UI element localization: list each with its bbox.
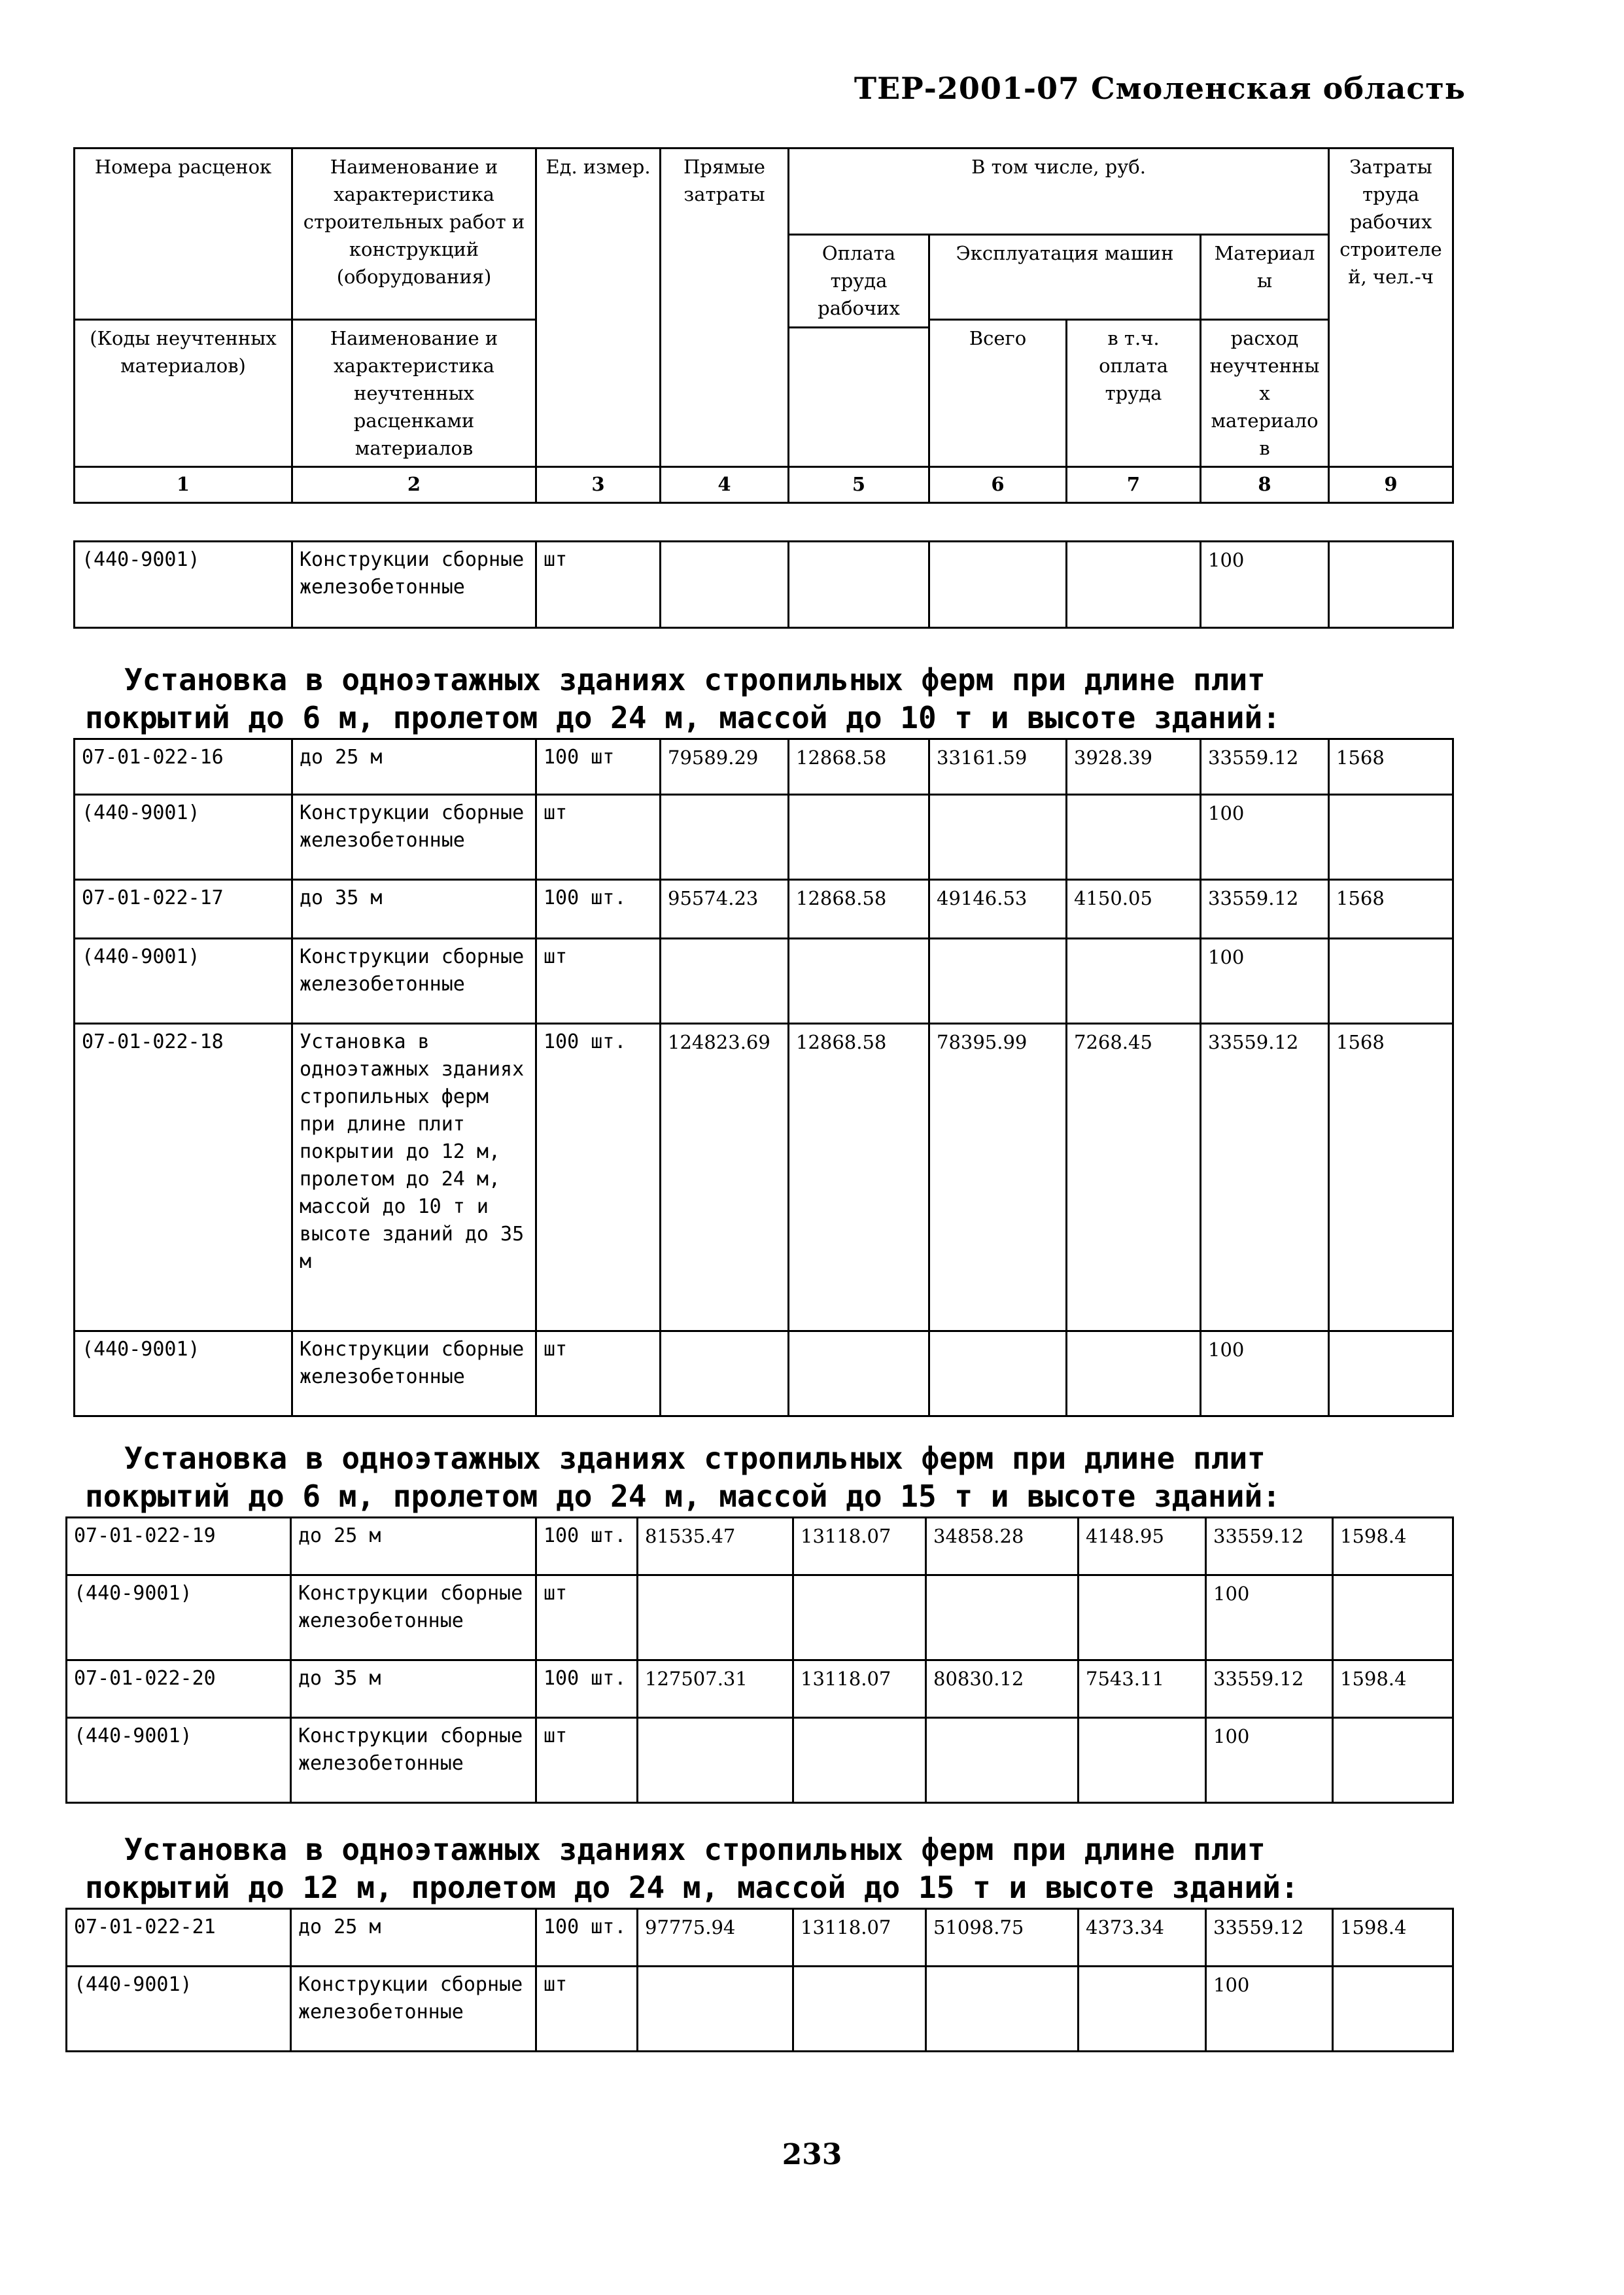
section-caption-2: Установка в одноэтажных зданиях стропильных ферм при длине плит покрытий до 6 м, пролетом до 24 м, массой до 15 т и высоте зданий:	[85, 1441, 1281, 1514]
row-c8: 33559.12	[1201, 739, 1329, 795]
table-row	[67, 1660, 1453, 1718]
row-c9: 1598.4	[1333, 1660, 1453, 1718]
row-unit: шт	[536, 1331, 661, 1416]
table-row	[75, 939, 1453, 1024]
row-name: Конструкции сборные железобетонные	[292, 795, 536, 880]
header-materials-consumption: расход неучтенных материалов	[1201, 320, 1329, 467]
section-table-2	[65, 1516, 1454, 1804]
row-c8: 33559.12	[1206, 1909, 1333, 1967]
row-unit: шт	[536, 1575, 638, 1660]
row-code: 07-01-022-18	[75, 1024, 292, 1331]
row-c7: 4150.05	[1067, 880, 1201, 939]
row-c9	[1329, 795, 1453, 880]
row-c5: 12868.58	[789, 1024, 929, 1331]
row-unit: шт	[536, 542, 661, 628]
row-c5: 13118.07	[793, 1518, 926, 1575]
row-code: (440-9001)	[75, 939, 292, 1024]
row-c6	[929, 795, 1067, 880]
header-unaccounted-codes: (Коды неучтенных материалов)	[75, 320, 292, 467]
row-name: Конструкции сборные железобетонные	[292, 939, 536, 1024]
row-c7: 4148.95	[1079, 1518, 1206, 1575]
row-c8: 100	[1206, 1575, 1333, 1660]
row-c7	[1067, 939, 1201, 1024]
row-unit: 100 шт.	[536, 1660, 638, 1718]
row-unit: 100 шт.	[536, 1909, 638, 1967]
section-caption-1: Установка в одноэтажных зданиях стропильных ферм при длине плит покрытий до 6 м, пролетом до 24 м, массой до 10 т и высоте зданий:	[85, 662, 1281, 735]
row-c6: 49146.53	[929, 880, 1067, 939]
row-c9	[1333, 1967, 1453, 2052]
row-c5	[793, 1575, 926, 1660]
table-row	[75, 542, 1453, 628]
row-c9: 1598.4	[1333, 1518, 1453, 1575]
row-c9	[1329, 939, 1453, 1024]
row-c4	[638, 1718, 793, 1803]
row-c5: 13118.07	[793, 1909, 926, 1967]
row-c7: 3928.39	[1067, 739, 1201, 795]
table-row	[67, 1718, 1453, 1803]
col-number-5: 5	[789, 467, 929, 503]
row-c6: 34858.28	[926, 1518, 1079, 1575]
col-number-8: 8	[1201, 467, 1329, 503]
table-row	[67, 1909, 1453, 1967]
row-name: до 35 м	[292, 880, 536, 939]
table-row	[67, 1518, 1453, 1575]
col-number-7: 7	[1067, 467, 1201, 503]
row-c7: 4373.34	[1079, 1909, 1206, 1967]
row-c8: 100	[1201, 542, 1329, 628]
table-row	[75, 795, 1453, 880]
row-code: (440-9001)	[67, 1967, 291, 2052]
row-c9: 1568	[1329, 1024, 1453, 1331]
row-c7: 7543.11	[1079, 1660, 1206, 1718]
row-c4: 97775.94	[638, 1909, 793, 1967]
row-code: 07-01-022-17	[75, 880, 292, 939]
col-number-9: 9	[1329, 467, 1453, 503]
table-row	[75, 880, 1453, 939]
header-unit: Ед. измер.	[536, 149, 661, 467]
column-header-table	[73, 147, 1454, 504]
row-name: до 25 м	[291, 1518, 536, 1575]
row-c5: 12868.58	[789, 880, 929, 939]
row-unit: шт	[536, 939, 661, 1024]
row-c9	[1329, 1331, 1453, 1416]
row-unit: 100 шт.	[536, 1518, 638, 1575]
row-c6: 80830.12	[926, 1660, 1079, 1718]
row-c6: 51098.75	[926, 1909, 1079, 1967]
row-name: до 35 м	[291, 1660, 536, 1718]
row-name: Конструкции сборные железобетонные	[291, 1718, 536, 1803]
col-number-6: 6	[929, 467, 1067, 503]
row-c8: 100	[1206, 1967, 1333, 2052]
table-row	[75, 1024, 1453, 1331]
col-number-1: 1	[75, 467, 292, 503]
table-row	[67, 1967, 1453, 2052]
row-unit: шт	[536, 1967, 638, 2052]
row-c6	[929, 939, 1067, 1024]
header-machine-labor: в т.ч. оплата труда	[1067, 320, 1201, 467]
row-c7	[1079, 1718, 1206, 1803]
row-code: 07-01-022-19	[67, 1518, 291, 1575]
row-c7	[1079, 1967, 1206, 2052]
row-code: (440-9001)	[75, 542, 292, 628]
row-c4	[638, 1967, 793, 2052]
row-c8: 33559.12	[1206, 1660, 1333, 1718]
row-c5: 13118.07	[793, 1660, 926, 1718]
row-c9	[1333, 1575, 1453, 1660]
row-c4: 81535.47	[638, 1518, 793, 1575]
row-c9: 1568	[1329, 739, 1453, 795]
header-machine-operation: Эксплуатация машин	[929, 235, 1201, 320]
section-table-3	[65, 1908, 1454, 2052]
row-c6: 33161.59	[929, 739, 1067, 795]
row-name: Конструкции сборные железобетонные	[291, 1967, 536, 2052]
page-header-title: ТЕР-2001-07 Смоленская область	[854, 71, 1466, 106]
row-c9	[1333, 1718, 1453, 1803]
col-number-4: 4	[661, 467, 789, 503]
row-c6	[926, 1575, 1079, 1660]
header-direct-costs: Прямые затраты	[661, 149, 789, 467]
row-c5	[793, 1967, 926, 2052]
row-unit: шт	[536, 1718, 638, 1803]
row-c4	[638, 1575, 793, 1660]
row-name: Установка в одноэтажных зданиях стропильных ферм при длине плит покрытии до 12 м, пролетом до 24 м, массой до 10 т и высоте зданий до 35 м	[292, 1024, 536, 1331]
row-c9: 1568	[1329, 880, 1453, 939]
col-number-2: 2	[292, 467, 536, 503]
row-unit: 100 шт.	[536, 880, 661, 939]
header-including: В том числе, руб.	[789, 149, 1329, 235]
row-code: (440-9001)	[67, 1575, 291, 1660]
page-number: 233	[782, 2138, 842, 2171]
row-c6	[926, 1967, 1079, 2052]
header-materials: Материалы	[1201, 235, 1329, 320]
row-c8: 100	[1201, 1331, 1329, 1416]
row-unit: 100 шт	[536, 739, 661, 795]
row-code: (440-9001)	[75, 795, 292, 880]
row-c5	[789, 795, 929, 880]
row-c4: 95574.23	[661, 880, 789, 939]
row-c8: 100	[1206, 1718, 1333, 1803]
row-c4: 127507.31	[638, 1660, 793, 1718]
row-c6: 78395.99	[929, 1024, 1067, 1331]
row-name: Конструкции сборные железобетонные	[292, 1331, 536, 1416]
row-c4	[661, 795, 789, 880]
row-c8: 33559.12	[1206, 1518, 1333, 1575]
row-code: 07-01-022-21	[67, 1909, 291, 1967]
row-c7	[1067, 795, 1201, 880]
top-material-table	[73, 540, 1454, 629]
row-c5	[789, 939, 929, 1024]
header-machine-total: Всего	[929, 320, 1067, 467]
row-c9: 1598.4	[1333, 1909, 1453, 1967]
row-name: Конструкции сборные железобетонные	[291, 1575, 536, 1660]
row-name: до 25 м	[292, 739, 536, 795]
row-c5	[789, 1331, 929, 1416]
header-unaccounted-materials: Наименование и характеристика неучтенных расценками материалов	[292, 320, 536, 467]
header-worker-pay: Оплата труда рабочих	[789, 235, 929, 328]
row-c5	[793, 1718, 926, 1803]
row-code: 07-01-022-20	[67, 1660, 291, 1718]
header-rate-numbers: Номера расценок	[75, 149, 292, 320]
row-code: (440-9001)	[67, 1718, 291, 1803]
table-row	[75, 1331, 1453, 1416]
row-name: Конструкции сборные железобетонные	[292, 542, 536, 628]
row-c8: 33559.12	[1201, 1024, 1329, 1331]
row-name: до 25 м	[291, 1909, 536, 1967]
section-table-1	[73, 738, 1454, 1417]
row-c6	[929, 1331, 1067, 1416]
row-c4	[661, 1331, 789, 1416]
col-number-3: 3	[536, 467, 661, 503]
header-labor-hours: Затраты труда рабочих строителей, чел.-ч	[1329, 149, 1453, 467]
row-c6	[926, 1718, 1079, 1803]
row-c5: 12868.58	[789, 739, 929, 795]
row-code: (440-9001)	[75, 1331, 292, 1416]
row-c4: 79589.29	[661, 739, 789, 795]
row-c8: 100	[1201, 939, 1329, 1024]
row-c7	[1067, 1331, 1201, 1416]
row-c8: 100	[1201, 795, 1329, 880]
table-row	[67, 1575, 1453, 1660]
row-code: 07-01-022-16	[75, 739, 292, 795]
section-caption-3: Установка в одноэтажных зданиях стропильных ферм при длине плит покрытий до 12 м, пролетом до 24 м, массой до 15 т и высоте зданий:	[85, 1832, 1299, 1905]
row-c4	[661, 939, 789, 1024]
table-row	[75, 739, 1453, 795]
row-c4: 124823.69	[661, 1024, 789, 1331]
row-c8: 33559.12	[1201, 880, 1329, 939]
row-unit: шт	[536, 795, 661, 880]
row-c7	[1079, 1575, 1206, 1660]
row-unit: 100 шт.	[536, 1024, 661, 1331]
header-work-name: Наименование и характеристика строительных работ и конструкций (оборудования)	[292, 149, 536, 320]
row-c7: 7268.45	[1067, 1024, 1201, 1331]
